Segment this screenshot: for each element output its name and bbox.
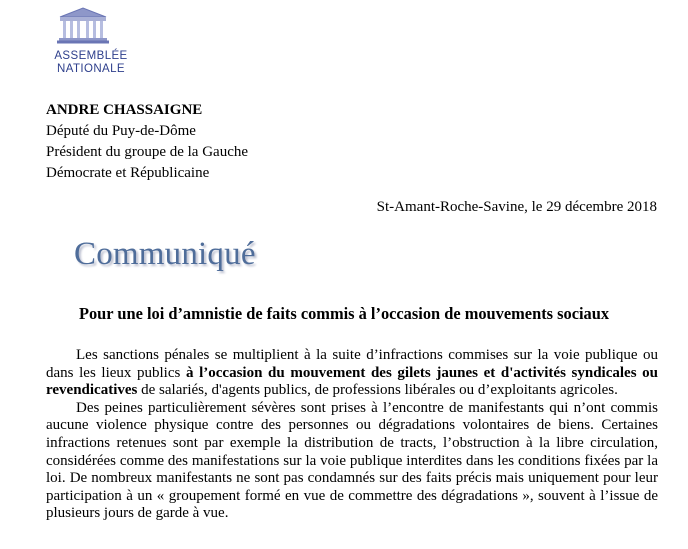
author-role-3: Démocrate et Républicaine — [46, 165, 210, 181]
paragraph-1-text-before: Les sanctions pénales se multiplient à la suite d’infractions commises sur la voie publique ou dans les lieux publics — [46, 347, 658, 381]
paragraph-1 — [46, 347, 658, 400]
paragraph-1-bold: à l’occasion du mouvement des gilets jaunes et d'activités syndicales ou revendicatives — [46, 364, 658, 399]
author-name: ANDRE CHASSAIGNE — [46, 102, 203, 118]
communique-heading: Communiqué — [74, 236, 256, 272]
assemblee-nationale-logo — [43, 0, 139, 82]
document-body — [46, 347, 658, 523]
author-role-1: Député du Puy-de-Dôme — [46, 123, 196, 139]
logo-text-line1: ASSEMBLÉE — [54, 50, 128, 62]
document-title: Pour une loi d’amnistie de faits commis à l’occasion de mouvements sociaux — [78, 304, 610, 323]
author-role-2: Président du groupe de la Gauche — [46, 144, 249, 160]
place-date: St-Amant-Roche-Savine, le 29 décembre 2018 — [376, 199, 657, 215]
parliament-building-icon — [57, 6, 109, 44]
logo-text-line2: NATIONALE — [57, 63, 125, 75]
paragraph-1-text-after: de salariés, d'agents publics, de professions libérales ou d’exploitants agricoles. — [137, 382, 618, 399]
paragraph-2: Des peines particulièrement sévères sont prises à l’encontre de manifestants qui n’ont commis aucune violence physique contre des personnes ou dégradations volontaires de biens. Certaines infractions retenues sont par exemple la distribution de tracts, l’obstruction à la libre circulation, considérées comme des manifestations sur la voie publique interdites dans les conditions fixées par la loi. De nombreux manifestants ne sont pas condamnés sur des faits précis mais uniquement pour leur participation à un « groupement formé en vue de commettre des dégradations », souvent à l’issue de plusieurs jours de garde à vue. — [46, 399, 658, 522]
author-block — [46, 100, 248, 184]
